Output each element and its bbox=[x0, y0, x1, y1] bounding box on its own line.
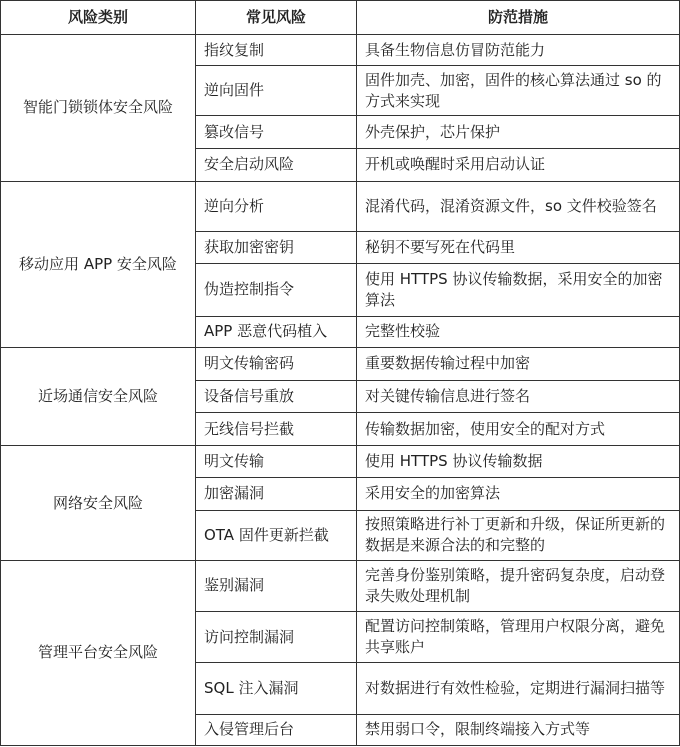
measure-cell: 按照策略进行补丁更新和升级，保证所更新的数据是来源合法的和完整的 bbox=[357, 510, 680, 560]
risk-cell: 获取加密密钥 bbox=[196, 232, 357, 264]
risk-cell: OTA 固件更新拦截 bbox=[196, 510, 357, 560]
risk-cell: 明文传输密码 bbox=[196, 347, 357, 380]
measure-cell: 采用安全的加密算法 bbox=[357, 478, 680, 510]
header-risk: 常见风险 bbox=[196, 1, 357, 35]
measure-cell: 使用 HTTPS 协议传输数据，采用安全的加密算法 bbox=[357, 264, 680, 316]
measure-cell: 混淆代码，混淆资源文件，so 文件校验签名 bbox=[357, 181, 680, 231]
risk-cell: 篡改信号 bbox=[196, 116, 357, 148]
measure-cell: 完善身份鉴别策略，提升密码复杂度，启动登录失败处理机制 bbox=[357, 560, 680, 611]
risk-cell: 明文传输 bbox=[196, 446, 357, 478]
measure-cell: 重要数据传输过程中加密 bbox=[357, 347, 680, 380]
measure-cell: 具备生物信息仿冒防范能力 bbox=[357, 35, 680, 66]
risk-cell: 安全启动风险 bbox=[196, 148, 357, 181]
table-row bbox=[1, 181, 680, 231]
table-row bbox=[1, 446, 680, 478]
measure-cell: 使用 HTTPS 协议传输数据 bbox=[357, 446, 680, 478]
table-row bbox=[1, 560, 680, 611]
measure-cell: 开机或唤醒时采用启动认证 bbox=[357, 148, 680, 181]
measure-cell: 固件加壳、加密，固件的核心算法通过 so 的方式来实现 bbox=[357, 66, 680, 116]
risk-cell: 逆向固件 bbox=[196, 66, 357, 116]
risk-cell: APP 恶意代码植入 bbox=[196, 316, 357, 347]
risk-cell: 鉴别漏洞 bbox=[196, 560, 357, 611]
measure-cell: 配置访问控制策略，管理用户权限分离，避免共享账户 bbox=[357, 612, 680, 663]
header-category: 风险类别 bbox=[1, 1, 196, 35]
measure-cell: 对数据进行有效性检验，定期进行漏洞扫描等 bbox=[357, 663, 680, 714]
category-cell: 网络安全风险 bbox=[1, 446, 196, 561]
category-cell: 管理平台安全风险 bbox=[1, 560, 196, 745]
risk-cell: 伪造控制指令 bbox=[196, 264, 357, 316]
category-cell: 移动应用 APP 安全风险 bbox=[1, 181, 196, 347]
measure-cell: 秘钥不要写死在代码里 bbox=[357, 232, 680, 264]
table-row bbox=[1, 35, 680, 66]
table-row bbox=[1, 347, 680, 380]
category-cell: 近场通信安全风险 bbox=[1, 347, 196, 446]
header-row bbox=[1, 1, 680, 35]
risk-cell: 入侵管理后台 bbox=[196, 714, 357, 745]
measure-cell: 完整性校验 bbox=[357, 316, 680, 347]
risk-cell: 无线信号拦截 bbox=[196, 413, 357, 446]
risk-cell: 逆向分析 bbox=[196, 181, 357, 231]
risk-cell: 指纹复制 bbox=[196, 35, 357, 66]
measure-cell: 对关键传输信息进行签名 bbox=[357, 380, 680, 412]
risk-cell: 加密漏洞 bbox=[196, 478, 357, 510]
risk-cell: 访问控制漏洞 bbox=[196, 612, 357, 663]
category-cell: 智能门锁锁体安全风险 bbox=[1, 35, 196, 182]
measure-cell: 禁用弱口令，限制终端接入方式等 bbox=[357, 714, 680, 745]
risk-cell: SQL 注入漏洞 bbox=[196, 663, 357, 714]
measure-cell: 传输数据加密，使用安全的配对方式 bbox=[357, 413, 680, 446]
risk-cell: 设备信号重放 bbox=[196, 380, 357, 412]
measure-cell: 外壳保护，芯片保护 bbox=[357, 116, 680, 148]
header-measure: 防范措施 bbox=[357, 1, 680, 35]
